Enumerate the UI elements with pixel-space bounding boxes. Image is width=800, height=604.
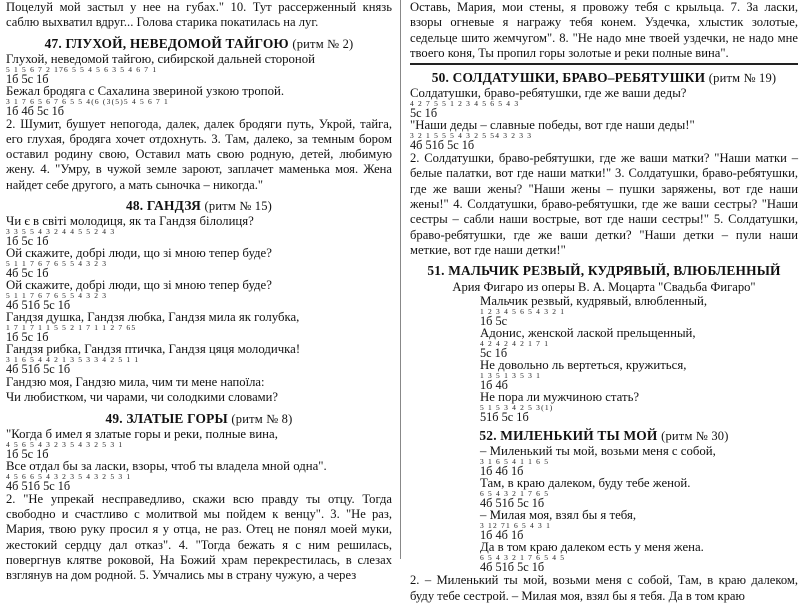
chord-labels: 1б 4б (480, 378, 508, 393)
chord-labels: 4б 51б 5с 1б (480, 496, 545, 511)
lyric-text: Да в том краю далеком есть у меня жена. (480, 540, 704, 555)
note-numbers: 4 5 6 6 5 4 3 2 3 5 4 3 2 5 3 1 (6, 471, 132, 481)
note-numbers: 6 5 4 3 2 1 7 6 5 (480, 489, 550, 499)
song-47-title: 47. ГЛУХОЙ, НЕВЕДОМОЙ ТАЙГОЮ (44, 35, 289, 51)
song-48-verse-2: Чи любистком, чи чарами, чи солодкими словами? (6, 390, 278, 405)
song-49-rhythm: (ритм № 8) (231, 411, 293, 426)
song-48-verse-1: Гандзю моя, Гандзю мила, чим ти мене напоїла: (6, 375, 265, 390)
note-numbers: 3 12 71 6 5 4 3 1 (480, 521, 552, 531)
song-line (6, 215, 392, 247)
lyric-text: Солдатушки, браво-ребятушки, где же ваши деды? (410, 86, 687, 101)
song-49-title-line (6, 411, 392, 427)
chord-labels: 4б 51б 5с 1б (410, 138, 475, 153)
song-49 (6, 411, 392, 584)
song-52-title: 52. МИЛЕНЬКИЙ ТЫ МОЙ (479, 428, 658, 444)
lyric-text: Ой скажите, добрі люди, що зі мною тепер буде? (6, 278, 272, 293)
song-48-lines (6, 215, 392, 375)
note-numbers: 4 2 4 2 4 2 1 7 1 (480, 339, 550, 349)
song-50-rhythm: (ритм № 19) (708, 71, 777, 86)
lyric-text: "Когда б имел я златые горы и реки, полные вина, (6, 426, 278, 441)
song-48 (6, 198, 392, 406)
note-numbers: 5 1 1 7 6 7 6 5 5 4 3 2 3 (6, 259, 108, 269)
song-line (6, 247, 392, 279)
note-numbers: 5 1 5 6 7 2 176 5 5 4 5 6 3 5 4 6 7 1 (6, 64, 158, 74)
right-top-text: Оставь, Мария, мои стены, я провожу тебя с крыльца. 7. За ласки, взоры огневые я награжу тебя конем. Уздечка, хлыстик золотые, седельце шито жемчугом". 8. "Не надо мне твоей уздечки, не надо мне твоего коня, Ты пропил горы золотые и реки полные вина". (410, 0, 798, 60)
song-52-title-line (410, 428, 798, 444)
lyric-text: Не пора ли мужчиною стать? (480, 390, 640, 405)
song-52-rhythm: (ритм № 30) (661, 429, 729, 444)
song-50-title: 50. СОЛДАТУШКИ, БРАВО–РЕБЯТУШКИ (431, 70, 706, 86)
chord-labels: 1б 5с 1б (6, 71, 49, 86)
lyric-text: Гандзя душка, Гандзя любка, Гандзя мила як голубка, (6, 310, 300, 325)
right-column (410, 0, 798, 604)
song-line (480, 509, 798, 541)
note-numbers: 4 5 6 5 4 3 2 3 5 4 3 2 5 3 1 (6, 439, 124, 449)
song-line (6, 428, 392, 460)
song-50-verses: 2. Солдатушки, браво-ребятушки, где же ваши матки? "Наши матки – белые палатки, вот где наши матки!" 3. Солдатушки, браво-ребятушки, где же ваши жены? "Наши жены – пушки заряжены, вот где наши жены!" 4. Солдатушки, браво-ребятушки, где же ваши сестры? "Наши сестры – сабли наши вострые, вот где наши сестры!" 5. Солдатушки, браво-ребятушки, где же ваши детки? "Наши детки – пули наши меткие, вот где наши детки!" (410, 151, 798, 257)
section-rule (410, 63, 798, 65)
chord-labels: 4б 51б 5с 1б (6, 478, 71, 493)
lyric-text: Все отдал бы за ласки, взоры, чтоб ты владела мной одна". (6, 458, 327, 473)
chord-labels: 1б 5с 1б (6, 234, 49, 249)
song-line (6, 343, 392, 375)
lyric-text: Адонис, женской лаской прельщенный, (480, 326, 696, 341)
song-51-lines (410, 295, 798, 423)
note-numbers: 5 1 1 7 6 7 6 5 5 4 3 2 3 (6, 291, 108, 301)
chord-labels: 1б 5с 1б (6, 330, 49, 345)
song-47-verses: 2. Шумит, бушует непогода, далек, далек бродяги путь, Укрой, тайга, его глухая, бродяга хочет отдохнуть. 3. Там, далеко, за темным бором оставил родину свою, Оставил мать свою родную, детей, любимую жену. 4. "Умру, в чужой земле зароют, заплачет маменька моя. Жена найдет себе другого, а мать сыночка – никогда." (6, 116, 392, 192)
lyric-text: Глухой, неведомой тайгою, сибирской дальней стороной (6, 51, 316, 66)
song-48-rhythm: (ритм № 15) (204, 199, 273, 214)
note-numbers: 4 2 7 5 5 1 2 3 4 5 6 5 4 3 (410, 99, 520, 109)
song-line (6, 279, 392, 311)
song-line (6, 53, 392, 85)
song-line (480, 391, 798, 423)
lyric-text: "Наши деды – славные победы, вот где наши деды!" (410, 118, 695, 133)
song-line (6, 460, 392, 492)
lyric-text: Чи є в світі молодиця, як та Гандзя білолиця? (6, 214, 254, 229)
song-50 (410, 70, 798, 258)
note-numbers: 3 1 7 6 5 6 7 6 5 5 4(6 (3(5)5 4 5 6 7 1 (6, 96, 169, 106)
lyric-text: – Миленький ты мой, возьми меня с собой, (480, 444, 716, 459)
chord-labels: 5с 1б (410, 106, 438, 121)
chord-labels: 1б 4б 1б (480, 464, 524, 479)
chord-labels: 4б 51б 5с 1б (6, 298, 71, 313)
chord-labels: 1б 5с (480, 314, 508, 329)
song-51-title: 51. МАЛЬЧИК РЕЗВЫЙ, КУДРЯВЫЙ, ВЛЮБЛЕННЫЙ (427, 263, 781, 279)
song-51 (410, 263, 798, 423)
lyric-text: Бежал бродяга с Сахалина звериной узкою тропой. (6, 83, 285, 98)
note-numbers: 1 7 1 7 1 1 5 5 2 1 7 1 1 2 7 65 (6, 323, 137, 333)
lyric-text: Мальчик резвый, кудрявый, влюбленный, (480, 294, 708, 309)
column-divider (400, 0, 401, 559)
chord-labels: 1б 4б 1б (480, 528, 524, 543)
note-numbers: 6 5 4 3 2 1 7 6 5 4 5 (480, 553, 566, 563)
chord-labels: 1б 5с 1б (6, 446, 49, 461)
chord-labels: 4б 51б 5с 1б (6, 362, 71, 377)
note-numbers: 5 1 5 3 4 2 5 3(1) (480, 403, 554, 413)
lyric-text: – Милая моя, взял бы я тебя, (480, 508, 637, 523)
song-47-lines (6, 53, 392, 117)
lyric-text: Ой скажите, добрі люди, що зі мною тепер буде? (6, 246, 272, 261)
left-column (6, 0, 392, 583)
song-52-verses: 2. – Миленький ты мой, возьми меня с собой, Там, в краю далеком, буду тебе сестрой. – Милая моя, взял бы я тебя. Да в том краю (410, 573, 798, 603)
song-line (6, 311, 392, 343)
song-line (480, 327, 798, 359)
song-47 (6, 36, 392, 193)
song-50-lines (410, 87, 798, 151)
song-line (480, 445, 798, 477)
lyric-text: Там, в краю далеком, буду тебе женой. (480, 476, 691, 491)
song-47-title-line (6, 36, 392, 52)
lyric-text: Гандзя рибка, Гандзя птичка, Гандзя цяця молодичка! (6, 342, 301, 357)
note-numbers: 3 2 1 5 5 5 4 3 2 5 54 3 2 3 3 (410, 131, 533, 141)
song-line (6, 85, 392, 117)
chord-labels: 4б 5с 1б (6, 266, 49, 281)
song-49-lines (6, 428, 392, 492)
song-52 (410, 428, 798, 604)
song-48-title: 48. ГАНДЗЯ (125, 198, 201, 214)
song-line (480, 477, 798, 509)
chord-labels: 4б 51б 5с 1б (480, 560, 545, 575)
song-52-lines (410, 445, 798, 573)
song-51-subtitle: Ария Фигаро из оперы В. А. Моцарта "Свадьба Фигаро" (452, 280, 756, 295)
song-49-verses: 2. "Не упрекай несправедливо, скажи всю правду ты отцу. Тогда свободно и счастливо с молитвой мы пойдем к венцу". 3. "Не раз, Мария, твою руку просил я у отца, не раз. Отец не понял моей муки, жестокий сердцу дал отказ". 4. "Тогда бежать я с ним решилась, повергнув клятве роковой, На Божий храм перекрестилась, в слезах взглянув на дом родной. 5. Умчались мы в страну чужую, а через (6, 491, 392, 583)
song-line (410, 87, 798, 119)
song-line (480, 541, 798, 573)
song-line (410, 119, 798, 151)
note-numbers: 3 3 5 5 4 3 2 4 4 5 5 2 4 3 (6, 227, 116, 237)
note-numbers: 3 1 6 5 4 4 2 1 3 5 3 3 4 2 5 1 1 (6, 355, 140, 365)
chord-labels: 51б 5с 1б (480, 410, 529, 425)
chord-labels: 1б 4б 5с 1б (6, 103, 65, 118)
note-numbers: 3 1 6 5 4 1 1 6 5 (480, 457, 550, 467)
song-50-title-line (410, 70, 798, 86)
song-48-title-line (6, 198, 392, 214)
note-numbers: 1 3 5 1 3 5 3 1 (480, 371, 542, 381)
song-line (480, 295, 798, 327)
note-numbers: 1 2 3 4 5 6 5 4 3 2 1 (480, 307, 566, 317)
chord-labels: 5с 1б (480, 346, 508, 361)
left-top-text: Поцелуй мой застыл у нее на губах." 10. Тут рассерженный князь саблю выхватил вдруг... Голова старика покатилась на луг. (6, 0, 392, 30)
song-49-title: 49. ЗЛАТЫЕ ГОРЫ (105, 410, 228, 426)
lyric-text: Не довольно ль вертеться, кружиться, (480, 358, 687, 373)
song-47-rhythm: (ритм № 2) (292, 36, 354, 51)
song-line (480, 359, 798, 391)
